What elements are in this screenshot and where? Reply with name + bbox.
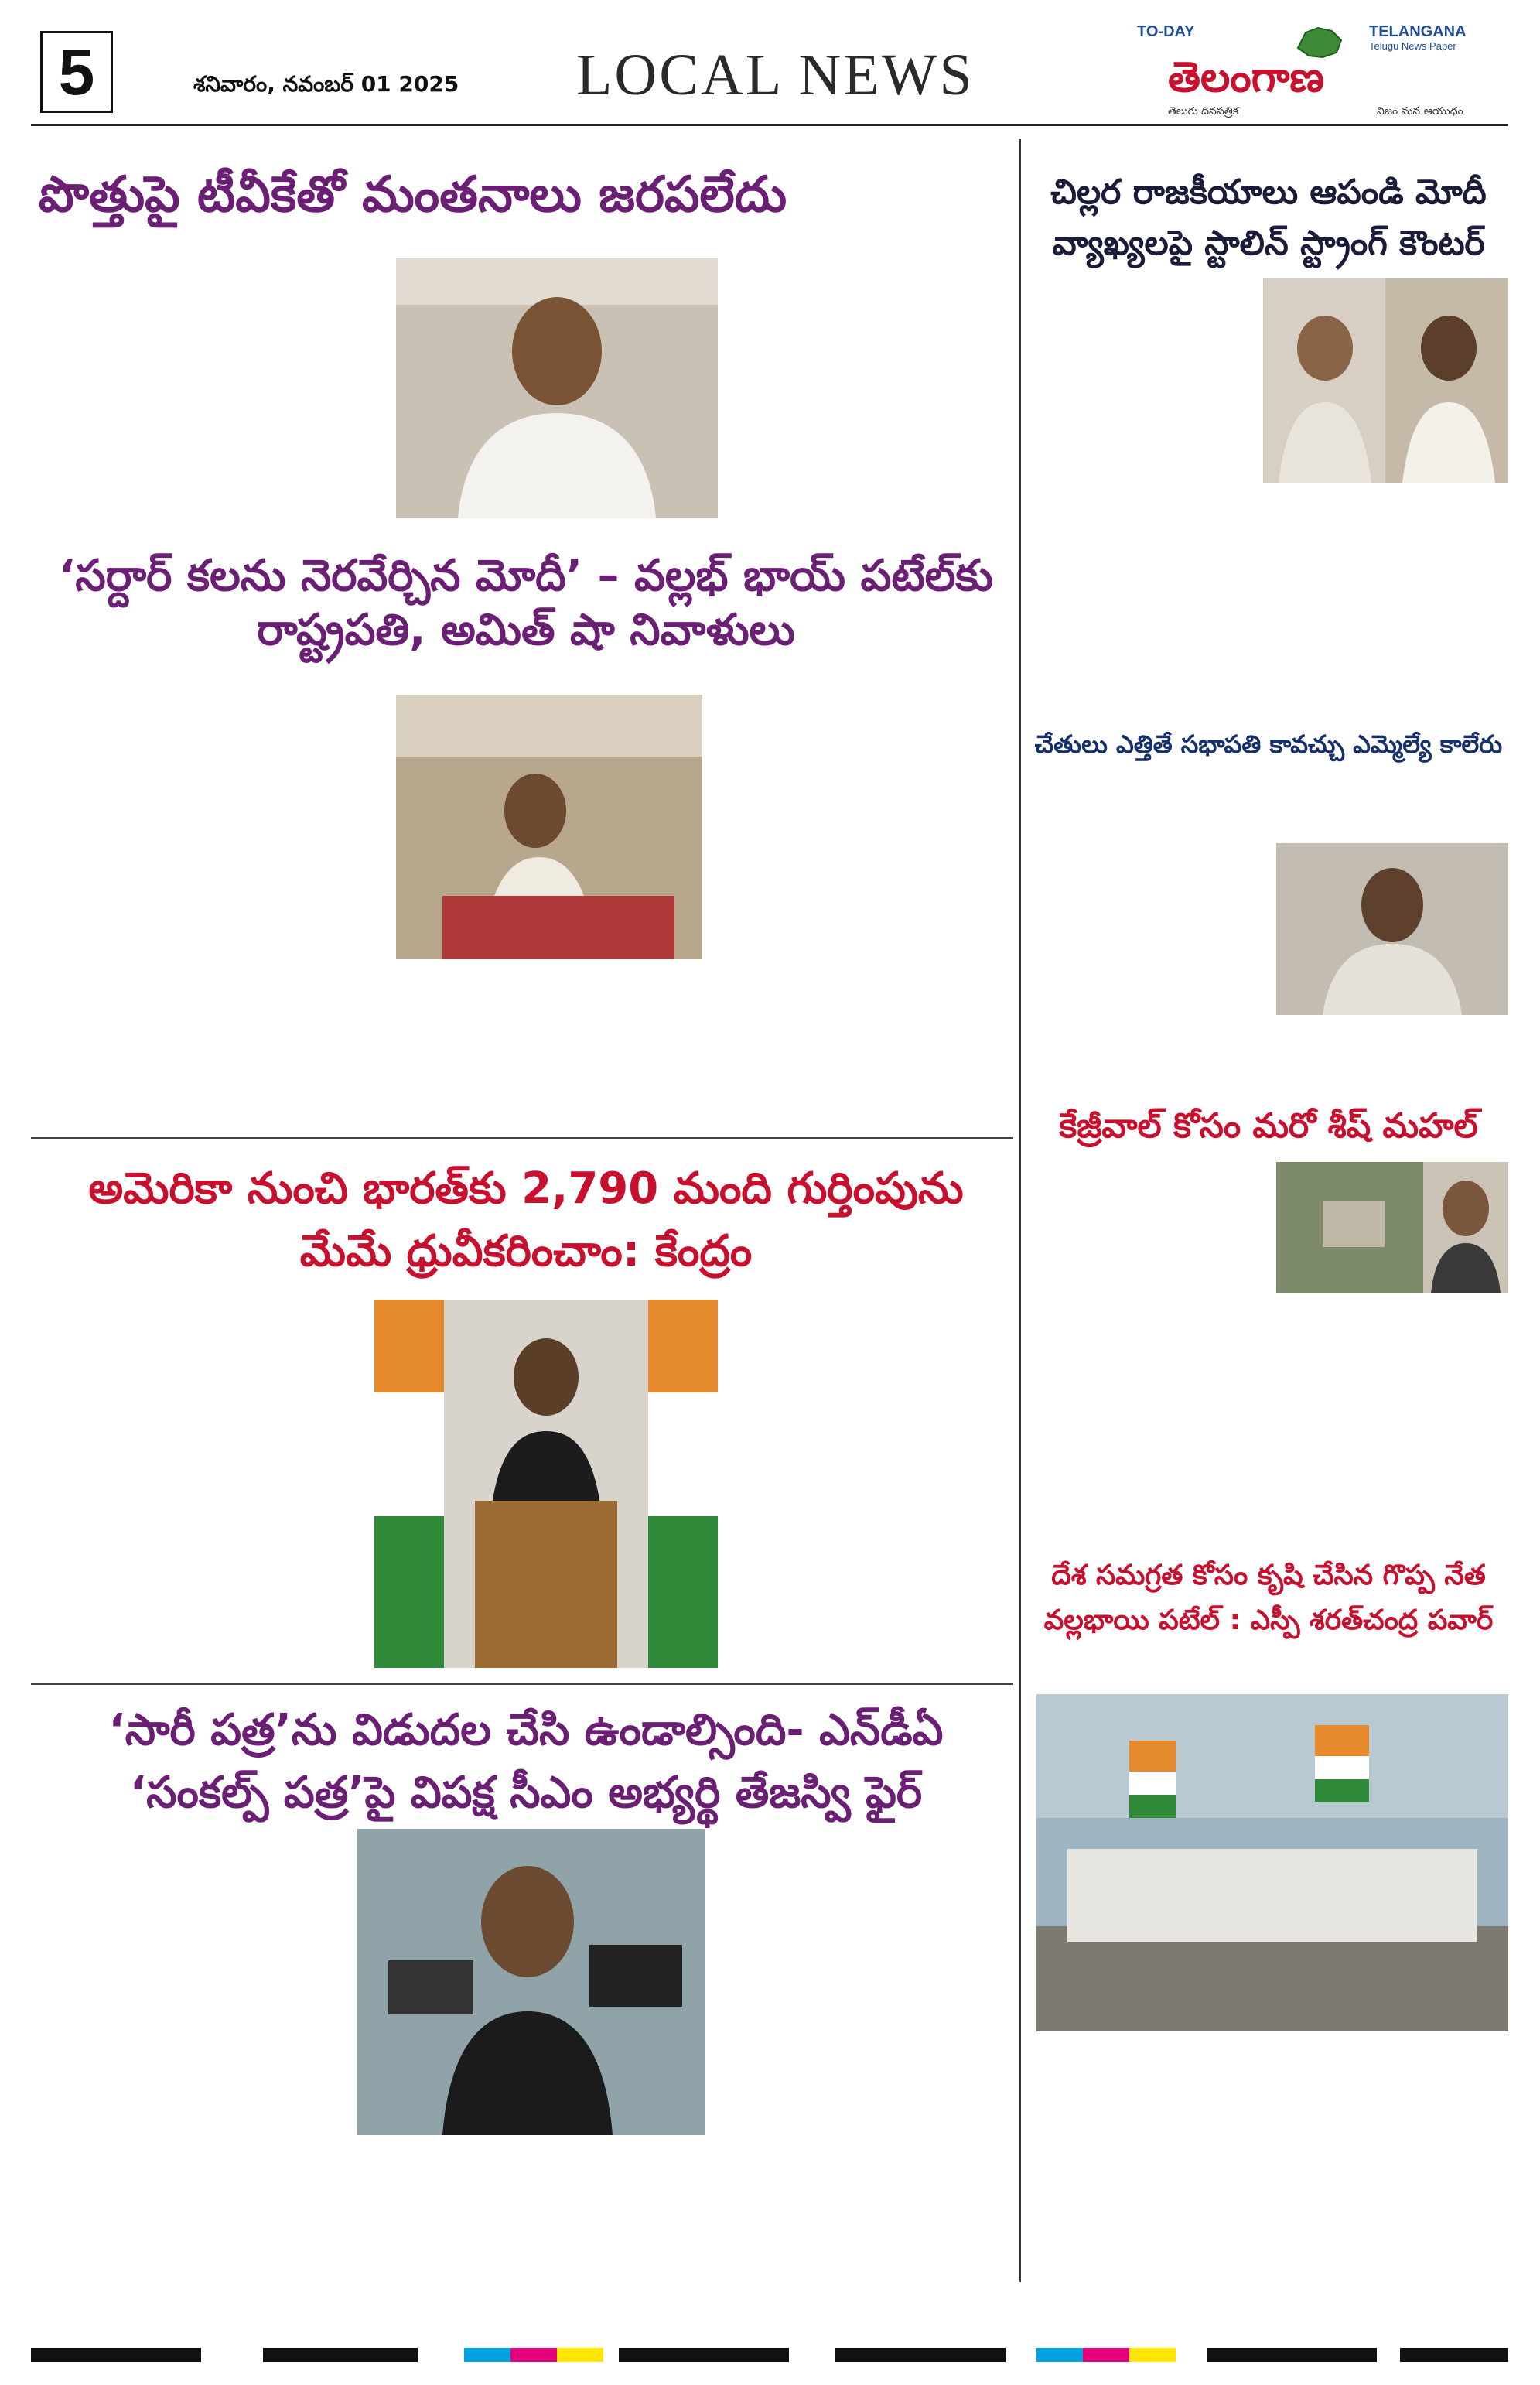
masthead-tagline-left: తెలుగు దినపత్రిక [1168,105,1239,118]
column-divider [1019,139,1021,2282]
photo-mla [1276,843,1508,1015]
photo-tejashwi [357,1829,705,2135]
story-divider [31,1137,1013,1139]
headline-alliance: పొత్తుపై టీవీకేతో మంతనాలు జరపలేదు [39,166,787,224]
headline-sardar: ‘సర్దార్ కలను నెరవేర్చిన మోదీ’ – వల్లభ్ భాయ్ పటేల్‌కు రాష్ట్రపతి, అమిత్ షా నివాళులు [59,551,993,655]
photo-president-tribute [396,695,702,959]
photo-unity-march [1036,1694,1508,2031]
photo-palaniswami [396,258,718,518]
photo-mea-spokesperson [374,1300,718,1668]
photo-modi-stalin [1263,278,1508,483]
masthead [1137,23,1524,116]
dateline: శనివారం, నవంబర్ 01 2025 [193,71,459,97]
section-title: LOCAL NEWS [576,43,975,108]
headline-pawar: దేశ సమగ్రత కోసం కృషి చేసిన గొప్ప నేత వల్లభాయి పటేల్ : ఎస్పీ శరత్‌చంద్ర పవార్ [1043,1560,1494,1636]
print-registration-bar [31,2348,1508,2362]
story-divider [31,1683,1013,1685]
headline-stalin: చిల్లర రాజకీయాలు ఆపండి మోదీ వ్యాఖ్యలపై స్టాలిన్ స్ట్రాంగ్ కౌంటర్ [1050,173,1487,263]
masthead-name: తెలంగాణ [1168,53,1325,101]
masthead-subtitle: Telugu News Paper [1369,40,1456,52]
headline-tejashwi: ‘సారీ పత్ర’ను విడుదల చేసి ఉండాల్సింది- ఎన్‌డీఏ ‘సంకల్ప్ పత్ర’పై విపక్ష సీఎం అభ్యర్థి తేజస్వి ఫైర్ [108,1705,944,1819]
masthead-state: TELANGANA [1369,23,1467,40]
headline-speaker: చేతులు ఎత్తితే సభాపతి కావచ్చు ఎమ్మెల్యే కాలేరు [1034,730,1503,759]
header-rule [31,124,1508,126]
headline-kejriwal: కేజ్రీవాల్ కోసం మరో శీష్ మహల్ [1059,1106,1478,1146]
masthead-today: TO-DAY [1137,23,1195,40]
page-number: 5 [40,31,113,113]
headline-deportation: అమెరికా నుంచి భారత్‌కు 2,790 మంది గుర్తింపును మేమే ధ్రువీకరించాం: కేంద్రం [88,1163,964,1277]
photo-sheesh-mahal [1276,1162,1508,1293]
masthead-tagline-right: నిజం మన ఆయుధం [1377,105,1463,118]
